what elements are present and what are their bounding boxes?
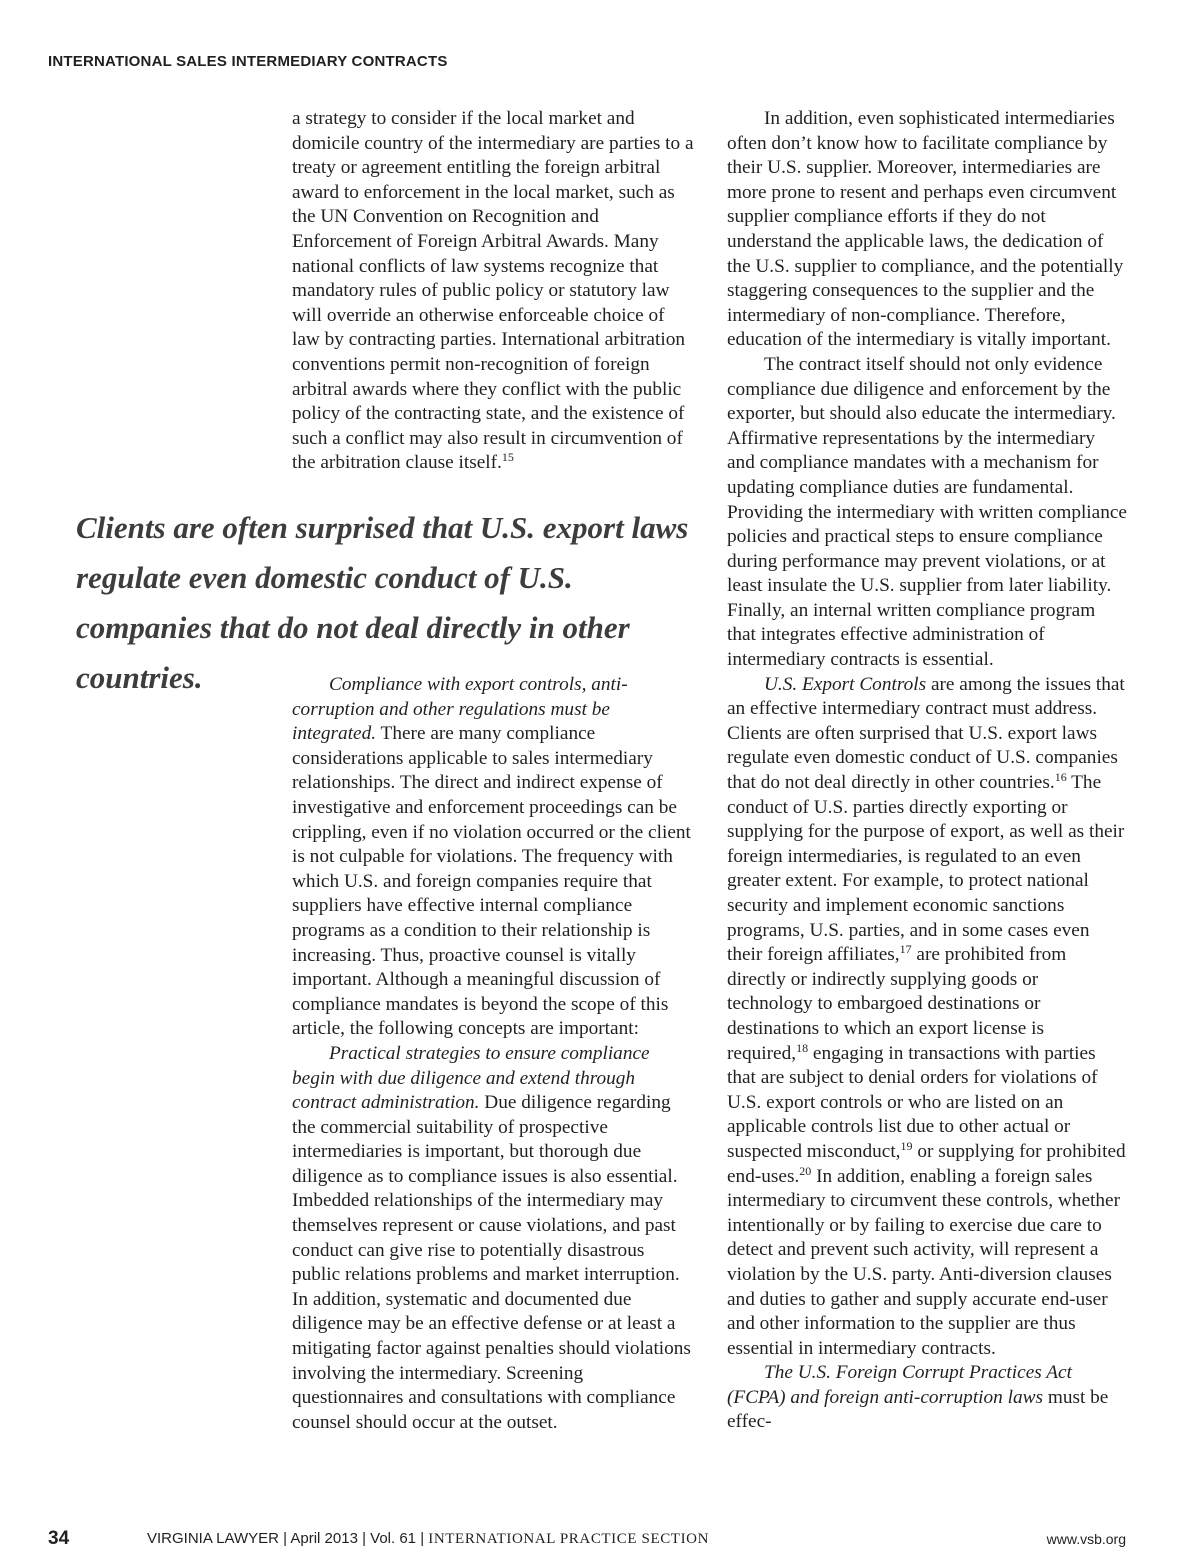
- left-column-bottom: [292, 673, 694, 1435]
- pull-quote: Clients are often surprised that U.S. export laws regulate even domestic conduct of U.S. companies that do not deal directly in other countries.: [76, 510, 689, 695]
- paragraph-text: must be effec-: [727, 1386, 1109, 1433]
- page-number: 34: [48, 1528, 70, 1549]
- paragraph-text: The conduct of U.S. parties directly exporting or supplying for the purpose of export, as well as their foreign intermediaries, is regulated to an even greater extent. For example, to protect national security and implement economic sanctions programs, U.S. parties, and in some cases even their foreign affiliates,: [727, 772, 1125, 966]
- footnote-ref: 15: [501, 450, 514, 465]
- footer-publication: [147, 1527, 709, 1551]
- paragraph-lead: U.S. Export Controls: [764, 673, 927, 695]
- footer-url: www.vsb.org: [1046, 1531, 1126, 1547]
- running-title: INTERNATIONAL SALES INTERMEDIARY CONTRACTS: [48, 53, 448, 70]
- publication-info: VIRGINIA LAWYER | April 2013 | Vol. 61 |: [147, 1530, 429, 1547]
- paragraph: In addition, even sophisticated intermediaries often don’t know how to facilitate compliance by their U.S. supplier. Moreover, intermediaries are more prone to resent and perhaps even circumvent supplier compliance efforts if they do not understand the applicable laws, the dedication of the U.S. supplier to compliance, and the potentially staggering consequences to the supplier and the intermediary of non-compliance. Therefore, education of the intermediary is vitally important.: [727, 108, 1124, 351]
- left-column-top: [292, 107, 694, 476]
- footnote-ref: 19: [900, 1138, 913, 1153]
- paragraph: The contract itself should not only evidence compliance due diligence and enforcement by the exporter, but should also educate the intermediary. Affirmative representations by the intermediary and compliance mandates with a mechanism for updating compliance duties are fundamental. Providing the intermediary with written compliance policies and practical steps to ensure compliance during performance may prevent violations, or at least insulate the U.S. supplier from later liability. Finally, an internal written compliance program that integrates effective administration of intermediary contracts is essential.: [727, 353, 1127, 671]
- footnote-ref: 16: [1054, 770, 1067, 785]
- paragraph-text: are prohibited from directly or indirectly supplying goods or technology to embargoed destinations or destinations to which an export license is required,: [727, 944, 1067, 1064]
- paragraph-text: In addition, enabling a foreign sales intermediary to circumvent these controls, whether intentionally or by failing to exercise due care to detect and prevent such activity, will represent a violation by the U.S. party. Anti-diversion clauses and duties to gather and supply accurate end-user and other information to the supplier are thus essential in intermediary contracts.: [727, 1165, 1120, 1359]
- footnote-ref: 20: [799, 1163, 812, 1178]
- paragraph: [727, 673, 1127, 1362]
- paragraph-text: Due diligence regarding the commercial suitability of prospective intermediaries is important, but thorough due diligence as to compliance issues is also essential. Imbedded relationships of the intermediary may themselves represent or cause violations, and past conduct can give rise to potentially disastrous public relations problems and market interruption. In addition, systematic and documented due diligence may be an effective defense or at least a mitigating factor against penalties should violations involving the intermediary. Screening questionnaires and consultations with compliance counsel should occur at the outset.: [292, 1092, 691, 1433]
- paragraph-text: or supplying for prohibited end-uses.: [727, 1140, 1126, 1187]
- paragraph-lead: The U.S. Foreign Corrupt Practices Act (FCPA) and foreign anti-corruption laws: [727, 1362, 1072, 1408]
- paragraph: [292, 1042, 694, 1436]
- right-column: [727, 107, 1127, 1435]
- paragraph-text: There are many compliance considerations applicable to sales intermediary relationships. The direct and indirect expense of investigative and enforcement proceedings can be crippling, even if no violation occurred or the client is not culpable for violations. The frequency with which U.S. and foreign companies require that suppliers have effective internal compliance programs as a condition to their relationship is increasing. Thus, proactive counsel is vitally important. Although a meaningful discussion of compliance mandates is beyond the scope of this article, the following concepts are important:: [292, 723, 691, 1040]
- footnote-ref: 17: [899, 942, 912, 957]
- paragraph: [292, 673, 694, 1042]
- paragraph-text: are among the issues that an effective intermediary contract must address. Clients are often surprised that U.S. export laws regulate even domestic conduct of U.S. companies that do not deal directly in other countries.: [727, 673, 1125, 794]
- paragraph: [292, 107, 694, 476]
- paragraph: [727, 1361, 1127, 1435]
- footnote-ref: 18: [796, 1040, 809, 1055]
- paragraph-text: engaging in transactions with parties that are subject to denial orders for violations of U.S. export controls or who are listed on an applicable controls list due to other actual or suspected misconduct,: [727, 1042, 1098, 1162]
- paragraph-text: a strategy to consider if the local market and domicile country of the intermediary are parties to a treaty or agreement entitling the foreign arbitral award to enforcement in the local market, such as the UN Convention on Recognition and Enforcement of Foreign Arbitral Awards. Many national conflicts of law systems recognize that mandatory rules of public policy or statutory law will override an otherwise enforceable choice of law by contracting parties. International arbitration conventions permit non-recognition of foreign arbitral awards where they conflict with the public policy of the contracting state, and the existence of such a conflict may also result in circumvention of the arbitration clause itself.: [292, 108, 694, 474]
- section-name: INTERNATIONAL PRACTICE SECTION: [428, 1531, 710, 1547]
- paragraph-lead: Practical strategies to ensure compliance begin with due diligence and extend through contract administration.: [292, 1042, 650, 1114]
- paragraph-lead: Compliance with export controls, anti-corruption and other regulations must be integrated.: [292, 674, 628, 745]
